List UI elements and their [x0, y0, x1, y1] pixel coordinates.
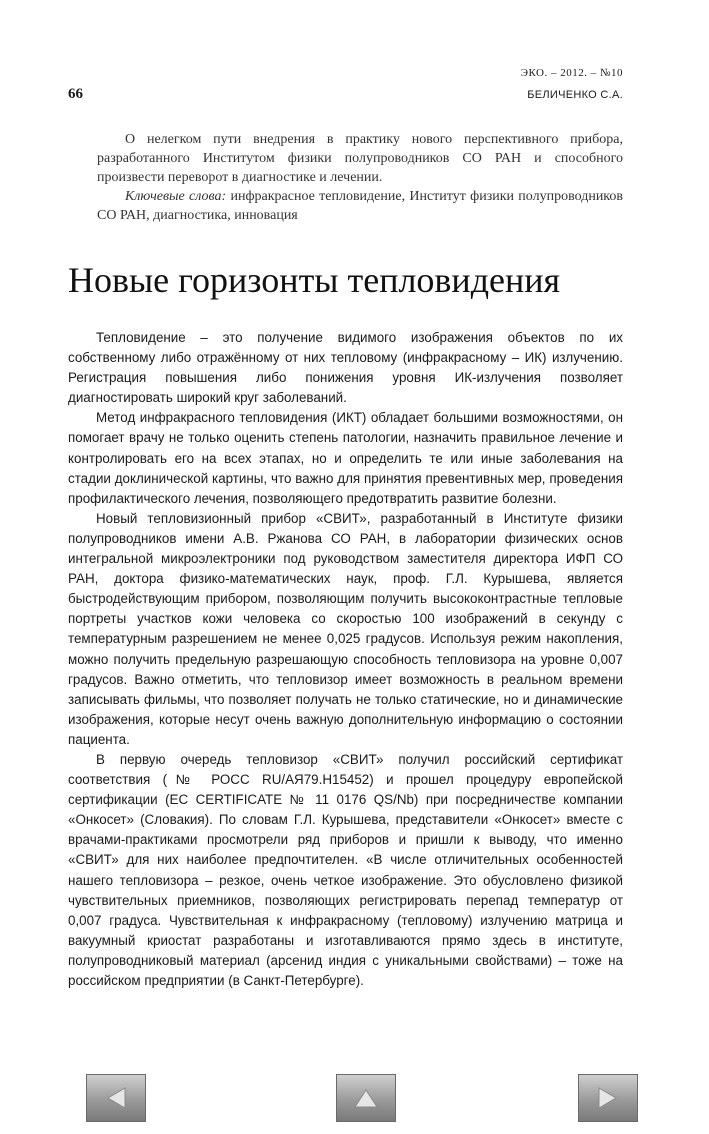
page-number: 66	[68, 86, 83, 102]
paragraph: В первую очередь тепловизор «СВИТ» получил российский сертификат соответствия (№ РОСС RU/АЯ79.Н15452) и прошел процедуру европейской сертификации (EC CERTIFICATE № 11 0176 QS/Nb) при посредничестве компании «Онкосет» (Словакия). По словам Г.Л. Курышева, представители «Онкосет» вместе с врачами-практиками просмотрели ряд приборов и пришли к выводу, что именно «СВИТ» для них наиболее предпочтителен. «В числе отличительных особенностей нашего тепловизора – резкое, очень четкое изображение. Это обусловлено физикой чувствительных приемников, позволяющих регистрировать перепад температур от 0,007 градуса. Чувствительная к инфракрасному (тепловому) излучению матрица и вакуумный криостат разработаны и изготавливаются прямо здесь в институте, полупроводниковый материал (арсенид индия с уникальными свойствами) – тоже на российском предприятии (в Санкт-Петербурге).	[68, 751, 623, 988]
previous-page-button[interactable]	[86, 1074, 146, 1122]
abstract-text: О нелегком пути внедрения в практику нового перспективного прибора, разработанного Институтом физики полупроводников СО РАН и способного произвести переворот в диагностике и лечении.	[97, 132, 623, 185]
paragraph: Метод инфракрасного тепловидения (ИКТ) обладает большими возможностями, он помогает врачу не только оценить степень патологии, назначить правильное лечение и контролировать его на всех этапах, но и определить те или иные заболевания на стадии доклинической картины, что важно для принятия превентивных мер, проведения профилактического лечения, позволяющего предотвратить развитие болезни.	[68, 410, 623, 506]
triangle-left-icon	[105, 1086, 127, 1110]
keywords-list: инфракрасное тепловидение, Институт физики полупроводников СО РАН, диагностика, инновация	[97, 189, 624, 223]
next-page-button[interactable]	[578, 1074, 638, 1122]
article-body	[68, 328, 623, 991]
paragraph: Новый тепловизионный прибор «СВИТ», разработанный в Институте физики полупроводников имени А.В. Ржанова СО РАН, в лаборатории физических основ интегральной микроэлектроники под руководством заместителя директора ИФП СО РАН, доктора физико-математических наук, проф. Г.Л. Курышева, является быстродействующим прибором, позволяющим получить высококонтрастные тепловые портреты участков кожи человека со скоростью 100 изображений в секунду с температурным разрешением не менее 0,025 градусов. Используя режим накопления, можно получить предельную разрешающую способность тепловизора на уровне 0,007 градусов. Важно отметить, что тепловизор имеет возможность в реальном времени записывать фильмы, что позволяет получать не только статические, но и динамические изображения, которые несут очень важную дополнительную информацию о состоянии пациента.	[68, 510, 623, 747]
top-of-page-button[interactable]	[336, 1074, 396, 1122]
keywords-line	[97, 187, 623, 225]
paragraph: Тепловидение – это получение видимого изображения объектов по их собственному либо отражённому от них тепловому (инфракрасному – ИК) излучению. Регистрация повышения либо понижения уровня ИК-излучения позволяет диагностировать широкий круг заболеваний.	[68, 330, 623, 406]
abstract	[97, 130, 623, 225]
triangle-up-icon	[353, 1087, 379, 1109]
author-name: БЕЛИЧЕНКО С.А.	[527, 89, 623, 101]
article-title: Новые горизонты тепловидения	[68, 260, 561, 300]
journal-citation: ЭКО. – 2012. – №10	[520, 67, 623, 79]
triangle-right-icon	[597, 1086, 619, 1110]
keywords-label: Ключевые слова:	[125, 189, 227, 204]
